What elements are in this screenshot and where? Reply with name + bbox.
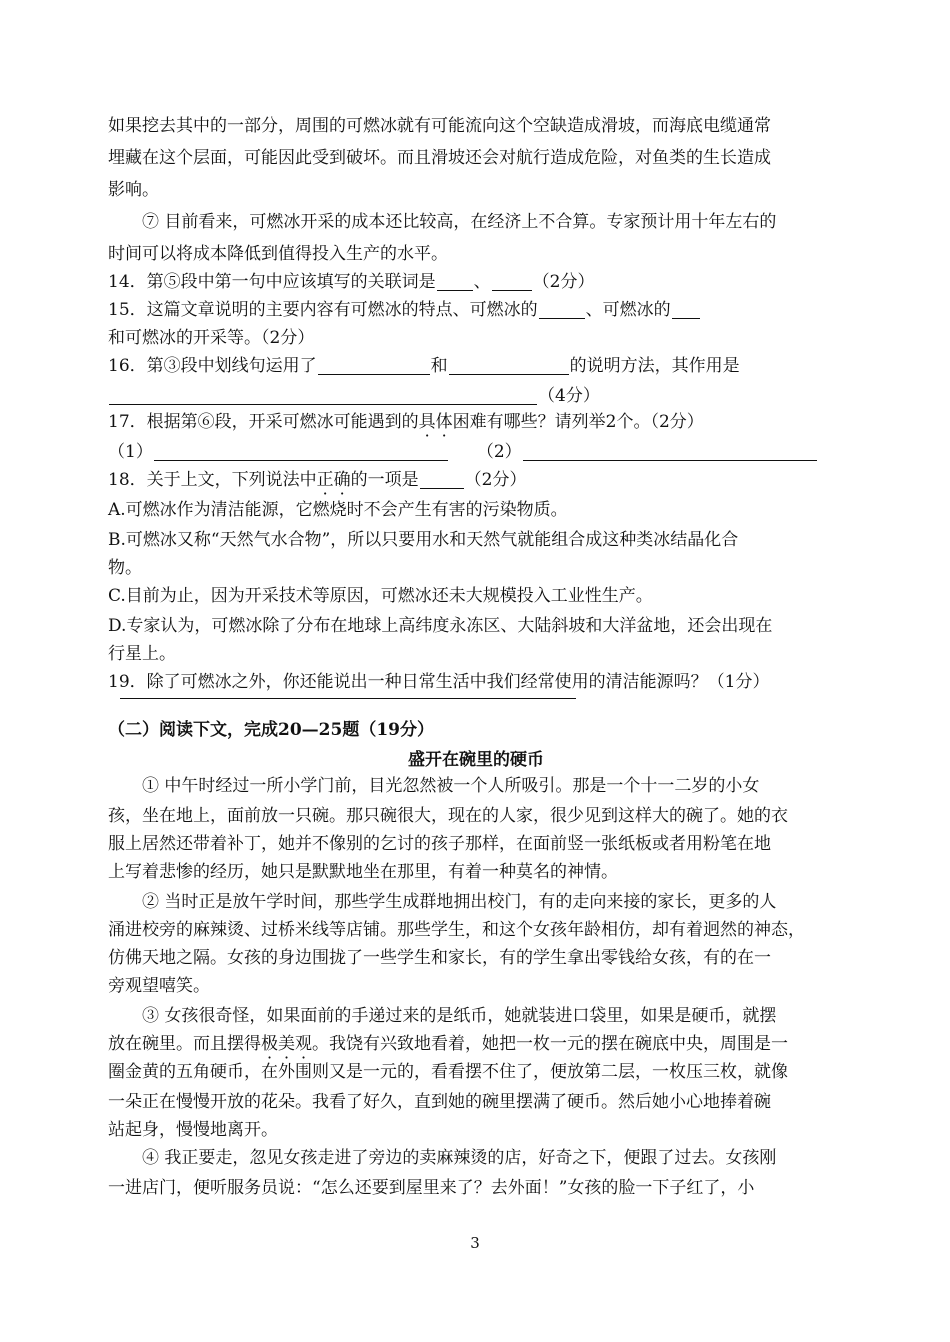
separator: 、	[473, 272, 491, 292]
answer-blank[interactable]	[109, 384, 537, 405]
passage-line: 仿佛天地之隔。女孩的身边围拢了一些学生和家长，有的学生拿出零钱给女孩，有的在一	[108, 948, 771, 968]
question-text-mid: 、可燃冰的	[585, 300, 671, 320]
passage-line: 服上居然还带着补丁，她并不像别的乞讨的孩子那样，在面前竖一张纸板或者用粉笔在地	[108, 834, 771, 854]
question-text: 的一项是	[350, 470, 419, 490]
passage-text: 放在碗里。而且摆得	[108, 1034, 261, 1054]
passage-title: 盛开在碗里的硬币	[408, 750, 544, 770]
passage-line: 圈金黄的五角硬币，在外围则又是一元的，看看摆不住了，便放第二层，一枚压三枚，就像	[108, 1062, 788, 1082]
paragraph-line: 时间可以将成本降低到值得投入生产的水平。	[108, 244, 448, 264]
answer-blank[interactable]	[420, 468, 464, 489]
answer-blank[interactable]	[492, 270, 532, 291]
passage-line	[108, 1030, 788, 1058]
passage-line: ① 中午时经过一所小学门前，目光忽然被一个人所吸引。那是一个十一二岁的小女	[142, 776, 760, 796]
question-text: 17．根据第⑥段，开采可燃冰可能遇到的	[108, 412, 419, 432]
answer-label: （2）	[476, 442, 522, 462]
emphasis-char: 极	[261, 1034, 278, 1054]
paragraph-line: 影响。	[108, 180, 159, 200]
option-b: B.可燃冰又称“天然气水合物”，所以只要用水和天然气就能组合成这种类冰结晶化合	[108, 530, 739, 550]
question-16-answer-line	[108, 382, 600, 410]
answer-label: （1）	[108, 442, 153, 462]
score: （4分）	[538, 386, 600, 406]
emphasis-char: 具	[418, 412, 436, 432]
paragraph-line: ⑦ 目前看来，可燃冰开采的成本还比较高，在经济上不合算。专家预计用十年左右的	[142, 212, 777, 232]
passage-line: 一朵正在慢慢开放的花朵。我看了好久，直到她的碗里摆满了硬币。然后她小心地捧着碗	[108, 1092, 771, 1112]
question-14	[108, 268, 594, 296]
answer-blank[interactable]	[154, 440, 448, 461]
score: （2分）	[464, 470, 527, 490]
question-18	[108, 466, 526, 494]
question-text: 16．第③段中划线句运用了	[108, 356, 317, 376]
question-15	[108, 296, 701, 324]
passage-line: 旁观望嘻笑。	[108, 976, 210, 996]
passage-line: ② 当时正是放午学时间，那些学生成群地拥出校门，有的走向来接的家长，更多的人	[142, 892, 777, 912]
option-d: D.专家认为，可燃冰除了分布在地球上高纬度永冻区、大陆斜坡和大洋盆地，还会出现在	[108, 616, 773, 636]
answer-blank[interactable]	[523, 440, 817, 461]
passage-line: ④ 我正要走，忽见女孩走进了旁边的卖麻辣烫的店，好奇之下，便跟了过去。女孩刚	[142, 1148, 777, 1168]
passage-line: ③ 女孩很奇怪，如果面前的手递过来的是纸币，她就装进口袋里，如果是硬币，就摆	[142, 1006, 777, 1026]
question-text: 困难有哪些？请列举2个。（2分）	[452, 412, 704, 432]
option-a: A.可燃冰作为清洁能源，它燃烧时不会产生有害的污染物质。	[108, 500, 568, 520]
answer-blank[interactable]	[437, 270, 473, 291]
question-16	[108, 352, 740, 380]
question-text: 15．这篇文章说明的主要内容有可燃冰的特点、可燃冰的	[108, 300, 538, 320]
answer-blank[interactable]	[672, 298, 700, 319]
question-text: 18．关于上文，下列说法中	[108, 470, 317, 490]
passage-line: 一进店门，便听服务员说：“怎么还要到屋里来了？去外面！”女孩的脸一下子红了，小	[108, 1178, 755, 1198]
answer-blank[interactable]	[120, 698, 576, 699]
emphasis-char: 确	[333, 470, 351, 490]
question-17	[108, 408, 704, 436]
option-c: C.目前为止，因为开采技术等原因，可燃冰还未大规模投入工业性生产。	[108, 586, 653, 606]
emphasis-char: 美	[278, 1034, 295, 1054]
option-d-continued: 行星上。	[108, 644, 176, 664]
passage-line: 站起身，慢慢地离开。	[108, 1120, 278, 1140]
question-15-continued: 和可燃冰的开采等。（2分）	[108, 328, 315, 348]
passage-line: 上写着悲惨的经历，她只是默默地坐在那里，有着一种莫名的神情。	[108, 862, 618, 882]
emphasis-char: 体	[435, 412, 453, 432]
answer-blank[interactable]	[539, 298, 585, 319]
page-number: 3	[470, 1234, 480, 1252]
answer-blank[interactable]	[318, 354, 430, 375]
paragraph-line: 埋藏在这个层面，可能因此受到破坏。而且滑坡还会对航行造成危险，对鱼类的生长造成	[108, 148, 771, 168]
question-19: 19．除了可燃冰之外，你还能说出一种日常生活中我们经常使用的清洁能源吗？（1分）	[108, 672, 770, 692]
option-b-continued: 物。	[108, 558, 142, 578]
passage-text: 。我饶有兴致地看着，她把一枚一元的摆在碗底中央，周围是一	[312, 1034, 788, 1054]
passage-line: 涌进校旁的麻辣烫、过桥米线等店铺。那些学生，和这个女孩年龄相仿，却有着迥然的神态，	[108, 920, 805, 940]
paragraph-line: 如果挖去其中的一部分，周围的可燃冰就有可能流向这个空缺造成滑坡，而海底电缆通常	[108, 116, 771, 136]
emphasis-char: 观	[295, 1034, 312, 1054]
score: （2分）	[532, 272, 595, 292]
passage-line: 孩，坐在地上，面前放一只碗。那只碗很大，现在的人家，很少见到这样大的碗了。她的衣	[108, 806, 788, 826]
section-heading: （二）阅读下文，完成20—25题（19分）	[108, 720, 434, 740]
answer-blank[interactable]	[449, 354, 569, 375]
question-text-tail: 的说明方法，其作用是	[569, 356, 740, 376]
question-text-and: 和	[430, 356, 448, 376]
question-17-answers	[108, 438, 818, 466]
emphasis-char: 正	[316, 470, 334, 490]
question-text: 14．第⑤段中第一句中应该填写的关联词是	[108, 272, 436, 292]
